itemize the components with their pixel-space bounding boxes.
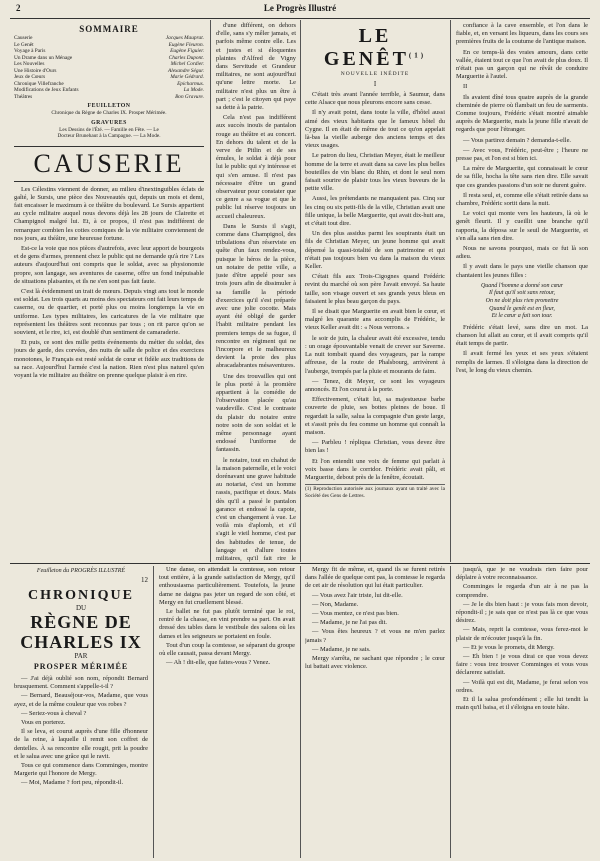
genet-paragraph: Il n'y avait point, dans toute la ville, d'hôtel aussi aimé des vieux habitants que le fameux hôtel du Cygne. Il en était de même de tout ce qu'on appelait là-bas la vieille auberge des anciens temps et des vieux usages. — [305, 109, 445, 150]
feuilleton-paragraph: — Vous avez l'air triste, lui dit-elle. — [312, 591, 403, 599]
feuilleton-paragraph: Et il la salua profondément ; elle lui tendit la main qu'il baisa, et il s'éloigna en toute hâte. — [456, 696, 588, 712]
genet-column-3 — [456, 22, 588, 280]
genet-column-1 — [305, 91, 445, 333]
causerie-title: CAUSERIE — [14, 146, 204, 182]
feuilleton-text-4 — [456, 566, 588, 712]
poem-line: On ne doit plus rien promettre — [485, 298, 559, 305]
gravures-line: Les Dessins de l'Été. — Famille en Fête. — Le — [59, 126, 159, 133]
causerie-column-2 — [216, 22, 296, 562]
feuilleton-paragraph: Le ballet ne fut pas plutôt terminé que le roi, rentré de la chasse, en vint prendre sa part. On avait dressé des tables dans le vestibule des salons où les dames et les seigneurs se portaient en foule. — [159, 608, 295, 640]
genet-paragraph: — Tenez, dit Meyer, ce sont les voyageurs annoncés. Et l'on courut à la porte. — [305, 377, 445, 393]
column-left — [14, 22, 204, 562]
column-genet-1 — [305, 22, 445, 562]
sommaire-item-author: Epicharmus. — [177, 80, 204, 87]
genet-paragraph: — Avec vous, Frédéric, peut-être ; l'heure ne presse pas, et l'on est si bien ici. — [456, 146, 588, 163]
sommaire-item-author: Jacques Mauprat. — [165, 35, 204, 41]
sommaire-item-label: Le Genêt — [14, 41, 34, 48]
column-rule — [300, 566, 301, 858]
genet-paragraph: Ils avaient dîné tous quatre auprès de la grande cheminée de pierre où flambait un feu de sarments. Comme toujours, Frédéric s'était montré aimable auprès de Marguerite, mais la jeune fille n'avait de regards que pour l'étranger. — [456, 93, 588, 134]
sommaire-item-label: Jeux de Cœurs — [14, 74, 46, 80]
poem-line: Il faut qu'il soit sans retour, — [488, 290, 556, 297]
feuilleton-text-1 — [14, 675, 148, 788]
feuilleton-author: PROSPER MÉRIMÉE — [33, 662, 129, 671]
sommaire-item-label: Théâtres — [14, 93, 33, 100]
page-header — [10, 3, 590, 17]
feuilleton-column-3 — [305, 566, 445, 858]
genet-poem — [456, 283, 588, 321]
sommaire-item — [14, 94, 204, 101]
causerie-paragraph: Dans le Sursis il s'agit, comme dans Champignol, des tribulations d'un réserviste en quête d'un faux rendez-vous, puisque le héros de la pièce, un notaire de petite ville, a juste d'être appelé pour ses trois jours afin de dissimuler à sa famille la période d'exercices qu'il s'est préparée avec une jolie cocotte. Mais ayant été obligé de garder l'habit militaire pendant les premiers temps de sa fugue, il rencontre en régiment qui ne l'incorpore et le malheureux devient la proie des plus abracadabrantes mésaventures. — [216, 222, 296, 370]
chronique-par: PAR — [74, 652, 88, 660]
feuilleton-paragraph: — Et je vous le promets, dit Mergy. — [463, 643, 555, 651]
feuilleton-paragraph: — Madame, je ne l'ai pas dit. — [312, 619, 387, 627]
causerie-paragraph: Une des trouvailles qui ont le plus porté à la promière appartient à la comédie de l'observation placée qu'au vaudeville. C'est le contraste du plaisir du notaire entre notre soin de son soldat et le même personnage ayant endossé l'uniforme de fantassin. — [216, 372, 296, 454]
sommaire-item-author: Michel Cordier. — [170, 61, 204, 67]
feuilleton-paragraph: jusqu'à, que je ne voudrais rien faire pour déplaire à votre reconnaissance. — [456, 566, 588, 582]
feuilleton-paragraph: — Vous êtes heureux ? et vous ne m'en parlez jamais ? — [305, 628, 445, 644]
feuilleton-text-3 — [305, 566, 445, 671]
feuilleton-text-2 — [159, 566, 295, 667]
causerie-paragraph: d'une différent, on dehors d'elle, sans s'y mêler jamais, et parfois même contre elle. Les et justes et si éloquentes plaintes d'Alfred de Vigny dans Servitude et Grandeur militaires, ne sont aujourd'hui qu'une lettre morte. Le militaire n'est plus un être à part ; c'est le citoyen qui paye sa dette à la patrie. — [216, 22, 296, 112]
genet-paragraph: La mère de Marguerite, qui connaissait le cœur de sa fille, hocha la tête sans rien dire. Elle savait que ces grandes passions d'un soir ne durent guère. — [456, 165, 588, 189]
sommaire-item-label: Chronique Villefranche — [14, 80, 64, 87]
genet-paragraph: confiance à la cave ensemble, et l'on dans le fiable, et, en versant les liqueurs, dans les cours ses premières fruits de la coutume de l'antique maison. — [456, 22, 588, 46]
feuilleton-column-4 — [456, 566, 588, 858]
genet-paragraph: Le voici qui monte vers les hauteurs, là où le genêt fleurit. Il y cueillit une branche qu'il rapporta, la déposa sur le seuil de Marguerite, et s'en alla sans rien dire. — [456, 210, 588, 242]
causerie-paragraph: le notaire, tout en chahut de la maison paternelle, et le voici dorénavant une grave habitude au notariat, c'est un homme rassis, pacifique et doux. Mais dès qu'il a passé le pantalon garance et endossé la capote, c'est un changement à vue. Le voilà mis d'aplomb, et s'il s'agit le vieil homme, c'est par des habitudes de tenue, de langage et d'allure toutes militaires, qu'il fait rire le — [216, 456, 296, 562]
feuilleton-paragraph: Vous en porterez. — [21, 719, 66, 727]
genet-paragraph: Effectivement, c'était lui, sa majestueuse barbe couverte de pluie, ses bottes pleines de boue. Il regardait la salle, salua la compagnie d'un geste large, et s'assit près du feu comme un homme qui connaît la maison. — [305, 396, 445, 436]
column-rule — [210, 20, 211, 562]
causerie-paragraph: Et puis, ce sont des mille petits événements du métier du soldat, des jours de garde, des corvées, des nuits de salle de police et des exercices monotones, le Français est resté soldat de cœur et fidèle aux traditions de sa race. Aujourd'hui l'armée c'est la nation. Rien n'est plus naturel qu'en voyant la vie militaire au théâtre on prenne quelque plaisir à en rire. — [14, 339, 204, 379]
genet-paragraph: II — [463, 83, 468, 91]
feuilleton-label: Feuilleton du PROGRÈS ILLUSTRÉ — [36, 568, 126, 574]
header-rule — [10, 18, 590, 19]
poem-line: Quand le genêt est en fleur, — [489, 305, 555, 312]
feuilleton-line: Chronique du Règne de Charles IX. Prosper Mérimée. — [51, 110, 167, 116]
feuilleton-paragraph: — Non, Madame. — [312, 600, 359, 608]
genet-paragraph: Un des plus assidus parmi les soupirants était un fils de Christian Meyer, un jeune homme qui avait dépensé la quasi-totalité de son patrimoine et qui n'était pas toujours bien vu dans la maison du vieux Keller. — [305, 230, 445, 271]
feuilleton-paragraph: Tous ce qui commence dans Comminges, montre Margerie qui l'honore de Mergy. — [14, 762, 148, 778]
genet-paragraph: le soir de juin, la chaleur avait été excessive, tendu : un orage épouvantable venait de crever sur Saverne. La nuit tombait quand des voyageurs, par la rampe affreuse, de la route de Phalsbourg, arrivèrent à l'auberge, trempés par la pluie et mourants de faim. — [305, 334, 445, 375]
feuilleton-paragraph: Mergy fit de même, et, quand ils se furent retirés dans l'allée de quelque cent pas, la comtesse le regarda de cet air de résolution qui lui était particulier. — [305, 566, 445, 590]
genet-paragraph: Il y avait dans le pays une vieille chanson que chantaient les jeunes filles : — [456, 263, 588, 279]
feuilleton-paragraph: — Je le dis bien haut : je vous fais mon devoir, répondit-il ; je sais que ce n'est pas là ce que vous désirez. — [456, 600, 588, 625]
sommaire-item-label: Une Histoire d'Ours — [14, 67, 57, 74]
column-rule — [153, 566, 154, 858]
column-rule — [450, 566, 451, 858]
feuilleton-paragraph: — J'ai déjà oublié son nom, répondit Bernard brusquement. Comment s'appelle-t-il ? — [14, 675, 148, 691]
genet-paragraph: Et l'on entendit une voix de femme qui parlait à voix basse dans le corridor. Frédéric avait pâli, et Marguerite, debout près de la fenêtre, écoutait. — [305, 457, 445, 481]
genet-paragraph: — Vous partirez demain ? demanda-t-elle. — [463, 136, 572, 144]
sommaire-item-author: Marie Gédrard. — [170, 74, 204, 80]
gravures-head: GRAVURES — [91, 119, 127, 126]
sommaire-item-author: Charles Dupont. — [168, 54, 204, 61]
sommaire-item-author: Eugène Figuier. — [170, 48, 204, 54]
feuilleton-paragraph: — Vous mentez, ce n'est pas bien. — [312, 610, 399, 618]
sommaire-item-label: Causerie — [14, 35, 33, 41]
gravures-line: Docteur Brunehaut à la Campagne. — La Mode. — [57, 133, 161, 139]
chronique-du: DU — [75, 604, 87, 612]
sommaire-item-author: La Mode. — [183, 87, 204, 93]
sommaire-item-label: Un Drame dans un Ménage — [14, 54, 73, 61]
feuilleton-paragraph: Tout d'un coup la comtesse, se séparant du groupe où elle causait, passa devant Mergy. — [159, 641, 295, 658]
genet-title: LE GENÊT$^{(1)}$ — [323, 25, 427, 70]
sommaire-item-label: Modifications de Jeux Enfants — [14, 87, 79, 93]
column-causerie-2 — [216, 22, 296, 562]
causerie-paragraph: Cela n'est pas indifférent aux succès inouïs de pantalon rouge au théâtre et au concert. En dehors du talent et de la verve de Pitlin et de ses émules, le soldat à déjà pour lui le public qui s'y intéresse et qui s'en amuse. Il n'est pas nécessaire d'être un grand observateur pour constater que ce genre a sa vogue et que le public lui réserve toujours un accueil chaleureux. — [216, 114, 296, 220]
genet-paragraph: Il resta seul, et, comme elle s'était retirée dans sa chambre, Frédéric sortit dans la nuit. — [456, 191, 588, 208]
feuilleton-head: FEUILLETON — [87, 103, 131, 109]
sommaire-item-author: Alexandre Ségur. — [168, 67, 204, 74]
feuilleton-paragraph: — Bernard, Beauséjour-vos, Madame, que vous ayez, et de la même couleur que vos robes ? — [14, 692, 148, 708]
column-genet-2 — [456, 22, 588, 562]
causerie-paragraph: C'est là évidemment un trait de mœurs. Depuis vingt ans tout le monde est soldat. Les trois quarts au moins des spectateurs ont fait leurs temps de caserne, ou de quartier, et porté plus ou moins longtemps la vie en uniforme. Les types militaires, les caricatures de la vie militaire que représentent les théâtres sont reconnus par tous ; on rit parce qu'on se souvient, et le rire, ici, est doublé d'un sentiment de camaraderie. — [14, 287, 204, 336]
genet-paragraph: Aussi, les prétendants ne manquaient pas. Cinq sur les cinq ou six petit-fils de la ville, Christian avait une fille unique, la belle Marguerite, qui avait dix-huit ans, et c'était tout dire. — [305, 195, 445, 228]
newspaper-title: Le Progrès Illustré — [263, 3, 337, 13]
genet-paragraph: En ce temps-là des vraies amours, dans cette vallée, étaient tout ce que l'on avait de plus doux. Il n'était pas un garçon qui ne rêvât de conduire Marguerite à l'autel. — [456, 48, 588, 81]
genet-section-1: I — [373, 80, 377, 88]
genet-paragraph: C'était fils aux Trois-Cigognes quand Frédéric revint du marché où son père l'avait envoyé. Sa haute taille, son visage ouvert et ses grands yeux bleus en faisaient le plus beau garçon du pays. — [305, 273, 445, 305]
genet-paragraph: C'était très avant l'année terrible, à Saumur, dans cette Alsace que nous pleurons encore sans cesse. — [305, 91, 445, 107]
page-number: 2 — [16, 3, 21, 13]
feuilleton-paragraph: — Ah ! dit-elle, que faites-vous ? Venez. — [166, 659, 271, 667]
column-rule — [300, 20, 301, 562]
regne-title: RÈGNE DE CHARLES IX — [20, 612, 142, 652]
feuilleton-paragraph: Il se leva, et courut auprès d'une fille d'honneur de la reine, à laquelle il remit son coffret de dentelles. À sa rencontre elle rougit, prit la poudre et le salua avec une grâce qui le ravit. — [14, 728, 148, 760]
poem-line: Et le cœur a fait son tour. — [491, 313, 553, 320]
sommaire-item-author: Eugène Fleuron. — [168, 41, 204, 48]
genet-paragraph: Le patron du lieu, Christian Meyer, était le meilleur homme de la terre et avait dans sa cave les plus belles bouteilles de vin blanc du Rhin, et dont le seul nom faisait sourire de plaisir tous les vieux buveurs de la petite ville. — [305, 152, 445, 193]
feuilleton-column-2 — [159, 566, 295, 858]
causerie-paragraph: Est-ce la voie que nos pièces d'autrefois, avec leur apport de bourgeois et de gens d'armes, prennent chez le public qui ne demande qu'à rire ? Les auteurs d'aujourd'hui ont compris que le soldat, avec sa physionomie propre, son langage, ses aventures de caserne, offre un fond inépuisable de situations plaisantes, et ils ne s'en sont pas fait faute. — [14, 244, 204, 285]
sommaire-list — [14, 35, 204, 100]
feuilleton-paragraph: Une danse, on attendait la comtesse, son retour tout entière, à la grande satisfaction de Mergy, qu'il enthousiasma particulièrement. Toutefois, la jeune dame ne daigna pas jeter un regard de son côté, et Mergy en fut cruellement blessé. — [159, 566, 295, 606]
chronique-title: CHRONIQUE — [28, 588, 134, 603]
feuilleton-paragraph: — Seriez-vous à cheval ? — [21, 709, 87, 717]
genet-footnote: (1) Reproduction autorisée aux journaux ayant un traité avec la Société des Gens de Lettres. — [305, 486, 445, 499]
feuilleton-paragraph: — Voilà qui est dit, Madame, je ferai selon vos ordres. — [456, 678, 588, 694]
feuilleton-rule — [10, 563, 590, 564]
genet-paragraph: — Parbleu ! répliqua Christian, vous devez être bien las ! — [305, 439, 445, 455]
poem-line: Quand l'homme a donné son cœur — [480, 282, 564, 289]
genet-subtitle: NOUVELLE INÉDITE — [340, 71, 410, 77]
feuilleton-paragraph: — Eh bien ! je vous dirai ce que vous devez faire : vous irez trouver Comminges et vous vous déclarerez satisfait. — [456, 653, 588, 677]
feuilleton-paragraph: Comminges le regarda d'un air à ne pas la comprendre. — [456, 583, 588, 599]
sommaire-item-label: Les Nouvelles — [14, 61, 45, 67]
feuilleton-paragraph: — Madame, je ne sais. — [312, 645, 371, 653]
genet-column-2 — [305, 335, 445, 482]
genet-paragraph: Il se disait que Marguerite en avait bien le cœur, et malgré les quarante ans accomplis de Frédéric, le vieux Keller avait dit : « Nous verrons. » — [305, 308, 445, 332]
sommaire-item-label: Voyage à Paris — [14, 48, 46, 54]
causerie-column-1 — [14, 186, 204, 381]
genet-paragraph: Frédéric s'était levé, sans dire un mot. La chanson lui allait au cœur, et il avait compris qu'il était temps de partir. — [456, 323, 588, 348]
column-rule — [450, 20, 451, 562]
genet-paragraph: Nous ne savons pourquoi, mais ce fut là son adieu. — [456, 245, 588, 261]
sommaire-title: SOMMAIRE — [79, 24, 139, 34]
genet-column-3b — [456, 324, 588, 375]
feuilleton-paragraph: Mergy s'arrêta, ne sachant que répondre ; le cœur lui battait avec violence. — [305, 655, 445, 671]
sommaire-item-author: Bon Gravure. — [175, 93, 204, 100]
feuilleton-number: 12 — [141, 576, 148, 584]
feuilleton-paragraph: — Moi, Madame ? fort peu, répondit-il. — [21, 779, 124, 787]
genet-paragraph: Il avait fermé les yeux et ses yeux s'étaient remplis de larmes. Il s'éloigna dans la direction de l'est, le long du vieux chemin. — [456, 350, 588, 374]
feuilleton-column-1 — [14, 566, 148, 858]
feuilleton-paragraph: — Mais, reprit la comtesse, vous ferez-moi le plaisir de m'écouter jusqu'à la fin. — [456, 626, 588, 642]
causerie-paragraph: Les Célestins viennent de donner, au milieu d'inextinguibles éclats de gaîté, le Sursis, une pièce des Nouveautés qui, depuis un mois et demi, fait encaisser le maximum à ce théâtre du boulevard. Le Sursis appartient au cycle militaire auquel nous devons déjà les 28 jours de Clairette et Champignol malgré lui. Et, à ce propos, il n'est pas indifférent de remarquer combien les coties comiques de la vie militaire conviennent de nos jours, au théâtre, une heureuse fortune. — [14, 185, 204, 242]
